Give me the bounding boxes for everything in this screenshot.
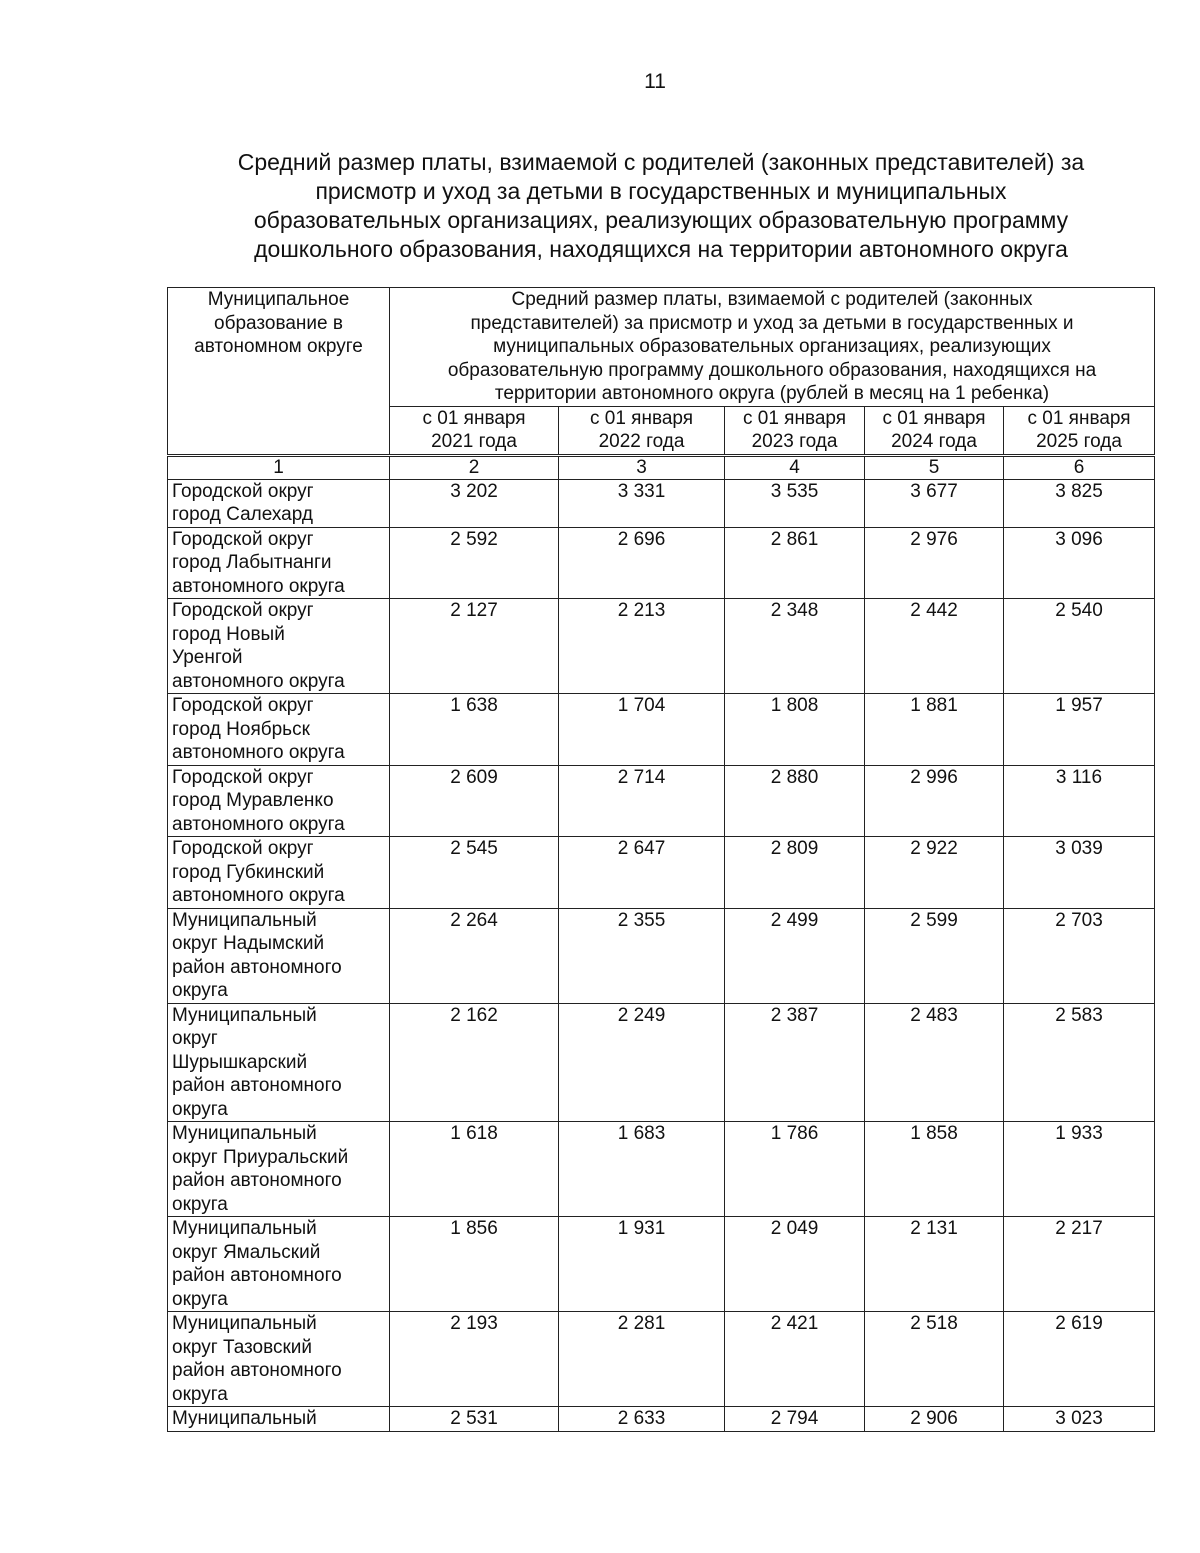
fee-value: 2 714 [559,765,725,837]
table-row [168,694,1155,766]
fee-value: 3 535 [725,479,865,527]
fee-table-body [168,455,1155,1431]
fee-value: 2 633 [559,1407,725,1432]
fee-value: 2 131 [865,1217,1004,1312]
title-line: Средний размер платы, взимаемой с родителей (законных представителей) за [237,149,1085,175]
municipality-name: Городской округ город Муравленко автономного округа [168,765,390,837]
table-row [168,837,1155,909]
fee-value: 2 387 [725,1003,865,1122]
year-header: с 01 января 2024 года [865,406,1004,455]
fee-value: 1 704 [559,694,725,766]
municipality-name: Городской округ город Салехард [168,479,390,527]
fee-value: 1 957 [1004,694,1155,766]
municipality-name: Муниципальный округ Надымский район автономного округа [168,908,390,1003]
fee-value: 2 583 [1004,1003,1155,1122]
fee-value: 3 039 [1004,837,1155,909]
fee-value: 2 906 [865,1407,1004,1432]
fee-value: 2 281 [559,1312,725,1407]
fee-value: 2 545 [390,837,559,909]
document-title [168,148,1154,264]
table-row [168,1122,1155,1217]
fee-value: 1 808 [725,694,865,766]
fee-value: 1 618 [390,1122,559,1217]
column-number: 6 [1004,455,1155,479]
table-row [168,765,1155,837]
year-header: с 01 января 2021 года [390,406,559,455]
fee-value: 3 096 [1004,527,1155,599]
fee-value: 2 861 [725,527,865,599]
title-line: образовательных организациях, реализующих образовательную программу [253,207,1069,233]
fee-value: 3 023 [1004,1407,1155,1432]
column-number-row [168,455,1155,479]
fee-value: 2 976 [865,527,1004,599]
fee-table [167,287,1155,1432]
table-row [168,527,1155,599]
fee-value: 2 592 [390,527,559,599]
fee-value: 1 881 [865,694,1004,766]
fee-value: 3 331 [559,479,725,527]
fee-value: 2 599 [865,908,1004,1003]
column-number: 4 [725,455,865,479]
table-row [168,1217,1155,1312]
municipality-name: Муниципальный [168,1407,390,1432]
fee-value: 2 531 [390,1407,559,1432]
year-header: с 01 января 2025 года [1004,406,1155,455]
table-row [168,479,1155,527]
municipality-name: Муниципальный округ Приуральский район автономного округа [168,1122,390,1217]
table-row [168,1407,1155,1432]
fee-value: 2 264 [390,908,559,1003]
fee-value: 2 794 [725,1407,865,1432]
table-row [168,599,1155,694]
fee-value: 2 703 [1004,908,1155,1003]
fee-value: 2 696 [559,527,725,599]
fee-value: 2 127 [390,599,559,694]
municipality-column-header: Муниципальное образование в автономном округе [168,288,390,456]
municipality-name: Городской округ город Лабытнанги автономного округа [168,527,390,599]
fee-value: 3 116 [1004,765,1155,837]
fee-value: 2 647 [559,837,725,909]
year-header: с 01 января 2022 года [559,406,725,455]
fee-value: 2 421 [725,1312,865,1407]
fee-group-header: Средний размер платы, взимаемой с родителей (законных представителей) за присмотр и уход за детьми в государственных и муниципальных образовательных организациях, реализующих образовательную программу дошкольного образования, находящихся на территории автономного округа (рублей в месяц на 1 ребенка) [390,288,1155,407]
table-row [168,1003,1155,1122]
fee-value: 2 619 [1004,1312,1155,1407]
fee-value: 2 249 [559,1003,725,1122]
fee-value: 2 609 [390,765,559,837]
fee-value: 2 213 [559,599,725,694]
municipality-name: Городской округ город Ноябрьск автономного округа [168,694,390,766]
fee-value: 3 202 [390,479,559,527]
fee-value: 2 049 [725,1217,865,1312]
fee-value: 2 809 [725,837,865,909]
fee-value: 2 348 [725,599,865,694]
table-row [168,908,1155,1003]
fee-value: 2 518 [865,1312,1004,1407]
fee-value: 2 540 [1004,599,1155,694]
fee-value: 1 683 [559,1122,725,1217]
fee-value: 2 499 [725,908,865,1003]
fee-value: 2 442 [865,599,1004,694]
column-number: 3 [559,455,725,479]
fee-value: 2 355 [559,908,725,1003]
fee-value: 1 856 [390,1217,559,1312]
municipality-name: Городской округ город Губкинский автономного округа [168,837,390,909]
fee-value: 2 217 [1004,1217,1155,1312]
table-row [168,1312,1155,1407]
fee-value: 2 996 [865,765,1004,837]
fee-value: 2 483 [865,1003,1004,1122]
municipality-name: Муниципальный округ Шурышкарский район автономного округа [168,1003,390,1122]
fee-value: 1 931 [559,1217,725,1312]
title-line: присмотр и уход за детьми в государственных и муниципальных [315,178,1007,204]
fee-value: 3 825 [1004,479,1155,527]
column-number: 2 [390,455,559,479]
fee-value: 2 162 [390,1003,559,1122]
fee-value: 1 638 [390,694,559,766]
fee-value: 2 193 [390,1312,559,1407]
municipality-name: Городской округ город Новый Уренгой автономного округа [168,599,390,694]
column-number: 1 [168,455,390,479]
column-number: 5 [865,455,1004,479]
page-number: 11 [644,70,666,93]
fee-value: 1 933 [1004,1122,1155,1217]
fee-value: 2 880 [725,765,865,837]
fee-value: 1 858 [865,1122,1004,1217]
fee-value: 2 922 [865,837,1004,909]
municipality-name: Муниципальный округ Ямальский район автономного округа [168,1217,390,1312]
title-line: дошкольного образования, находящихся на территории автономного округа [254,236,1068,262]
fee-value: 1 786 [725,1122,865,1217]
year-header: с 01 января 2023 года [725,406,865,455]
municipality-name: Муниципальный округ Тазовский район автономного округа [168,1312,390,1407]
fee-value: 3 677 [865,479,1004,527]
